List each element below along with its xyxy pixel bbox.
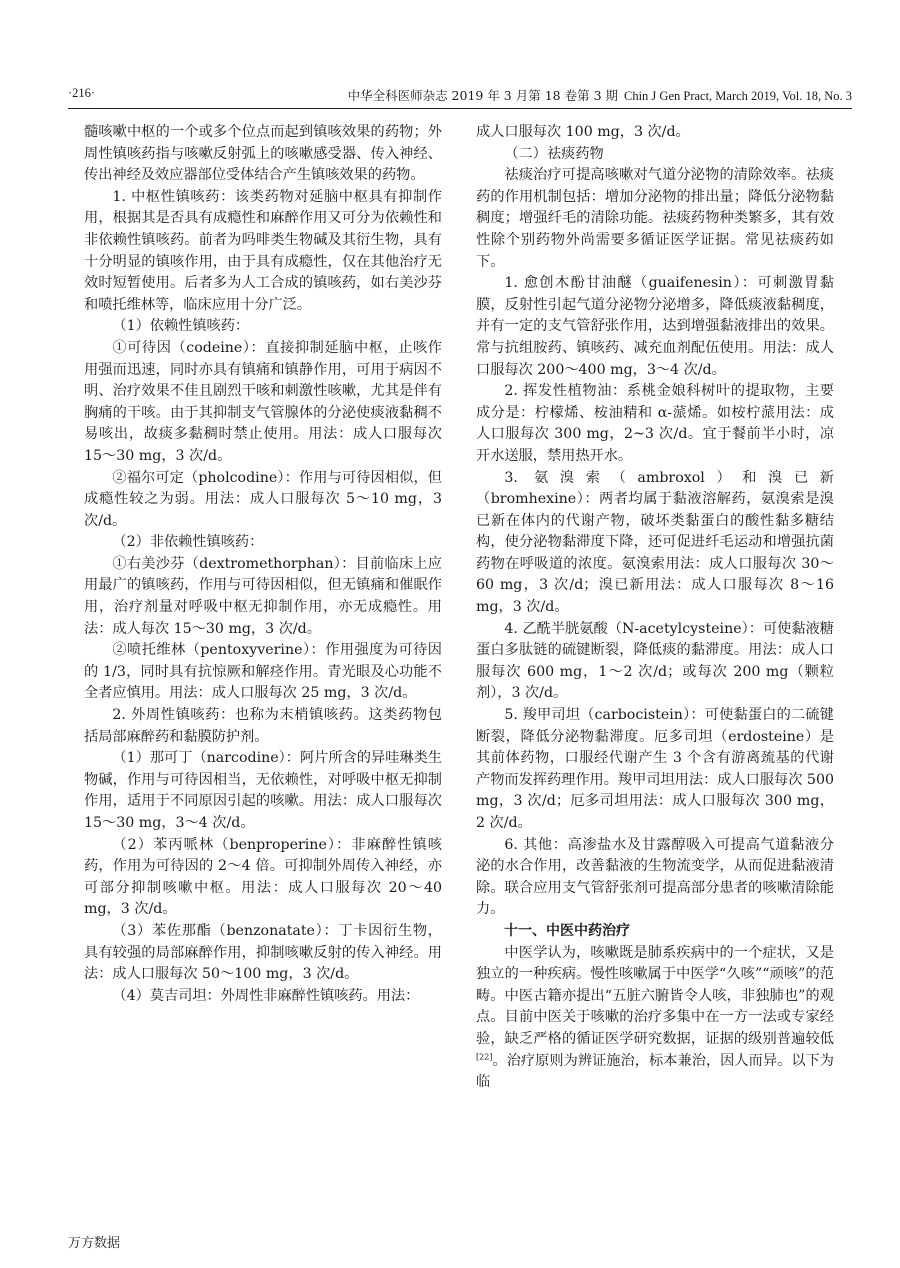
paragraph-benzonatate: （3）苯佐那酯（benzonatate）：丁卡因衍生物，具有较强的局部麻醉作用，抑制咳嗽反射的传入神经。用法：成人口服每次 50～100 mg，3 次/d。 <box>84 922 442 983</box>
paragraph-narcodine: （1）那可丁（narcodine）：阿片所含的异哇琳类生物碱，作用与可待因相当，无依赖性，对呼吸中枢无抑制作用，适用于不同原因引起的咳嗽。用法：成人口服每次 15～30 mg，3～4 次/d。 <box>84 750 442 831</box>
footer-watermark: 万方数据 <box>68 1236 121 1251</box>
paragraph-peripheral-antitussives: 2. 外周性镇咳药：也称为末梢镇咳药。这类药物包括局部麻醉药和黏膜防护剂。 <box>84 707 442 745</box>
paragraph-benproperine: （2）苯丙哌林（benproperine）：非麻醉性镇咳药，作用为可待因的 2～4 倍。可抑制外周传入神经，亦可部分抑制咳嗽中枢。用法：成人口服每次 20～40 mg，3 次/d。 <box>84 836 442 918</box>
paragraph-pentoxyverine: ②喷托维林（pentoxyverine）：作用强度为可待因的 1/3，同时具有抗惊厥和解痉作用。青光眼及心功能不全者应慎用。用法：成人口服每次 25 mg，3 次/d。 <box>84 642 442 702</box>
left-column <box>84 122 442 1007</box>
subheading-expectorants: （二）祛痰药物 <box>504 145 604 162</box>
paragraph-moguisteine-dose: 成人口服每次 100 mg，3 次/d。 <box>476 124 690 140</box>
paragraph-pholcodine: ②福尔可定（pholcodine）：作用与可待因相似，但成瘾性较之为弱。用法：成人口服每次 5～10 mg，3 次/d。 <box>84 469 442 529</box>
paragraph-codeine: ①可待因（codeine）：直接抑制延脑中枢，止咳作用强而迅速，同时亦具有镇痛和镇静作用，可用于病因不明、治疗效果不佳且剧烈干咳和刺激性咳嗽，尤其是伴有胸痛的干咳。由于其抑制支气管腺体的分泌使痰液黏稠不易咳出，故痰多黏稠时禁止使用。用法：成人口服每次 15～30 mg，3 次/d。 <box>84 339 442 464</box>
journal-citation <box>348 86 852 104</box>
paragraph-acetylcysteine: 4. 乙酰半胱氨酸（N-acetylcysteine）：可使黏液糖蛋白多肽链的硫键断裂，降低痰的黏滞度。用法：成人口服每次 600 mg，1～2 次/d；或每次 200 mg（颗粒剂），3 次/d。 <box>476 620 834 702</box>
journal-title-cn: 中华全科医师杂志 2019 年 3 月第 18 卷第 3 期 <box>347 88 618 103</box>
paragraph-continued: 髓咳嗽中枢的一个或多个位点而起到镇咳效果的药物；外周性镇咳药指与咳嗽反射弧上的咳嗽感受器、传入神经、传出神经及效应器部位受体结合产生镇咳效果的药物。 <box>84 124 442 184</box>
right-column <box>476 122 834 1094</box>
subheading-dependent-antitussives: （1）依赖性镇咳药： <box>112 318 250 335</box>
section-heading-tcm: 十一、中医中药治疗 <box>504 922 630 939</box>
paragraph-expectorant-intro: 祛痰治疗可提高咳嗽对气道分泌物的清除效率。祛痰药的作用机制包括：增加分泌物的排出量；降低分泌物黏稠度；增强纤毛的清除功能。祛痰药物种类繁多，其有效性除个别药物外尚需要多循证医学证据。常见祛痰药如下。 <box>476 167 834 270</box>
paragraph-ambroxol-bromhexine: 3. 氨溴索（ambroxol）和溴已新（bromhexine）：两者均属于黏液溶解药，氨溴索是溴已新在体内的代谢产物，破坏类黏蛋白的酸性黏多糖结构，使分泌物黏滞度下降，还可促进纤毛运动和增强抗菌药物在呼吸道的浓度。氨溴索用法：成人口服每次 30～60 mg，3 次/d；溴已新用法：成人口服每次 8～16 mg，3 次/d。 <box>476 469 834 616</box>
paragraph-dextromethorphan: ①右美沙芬（dextromethorphan）：目前临床上应用最广的镇咳药，作用与可待因相似，但无镇痛和催眠作用，治疗剂量对呼吸中枢无抑制作用，亦无成瘾性。用法：成人每次 15～30 mg，3 次/d。 <box>84 555 442 637</box>
page-number: ·216· <box>68 86 96 100</box>
paragraph-volatile-oils: 2. 挥发性植物油：系桃金娘科树叶的提取物，主要成分是：柠檬烯、桉油精和 α-蒎烯。如桉柠蒎用法：成人口服每次 300 mg，2~3 次/d。宜于餐前半小时，凉开水送服，禁用热开水。 <box>476 383 834 464</box>
journal-title-en: Chin J Gen Pract, March 2019, Vol. 18, No. 3 <box>624 89 852 103</box>
paragraph-guaifenesin: 1. 愈创木酚甘油醚（guaifenesin）：可刺激胃黏膜，反射性引起气道分泌物分泌增多，降低痰液黏稠度，并有一定的支气管舒张作用，达到增强黏液排出的效果。常与抗组胺药、镇咳药、减充血剂配伍使用。用法：成人口服每次 200～400 mg，3～4 次/d。 <box>476 275 834 378</box>
paragraph-carbocisteine: 5. 羧甲司坦（carbocistein）：可使黏蛋白的二硫键断裂，降低分泌物黏滞度。厄多司坦（erdosteine）是其前体药物，口服经代谢产生 3 个含有游离巯基的代谢产物而发挥药理作用。羧甲司坦用法：成人口服每次 500 mg，3 次/d；厄多司坦用法：成人口服每次 300 mg，2 次/d。 <box>476 707 834 831</box>
paragraph-moguisteine: （4）莫吉司坦：外周性非麻醉性镇咳药。用法： <box>112 987 420 1004</box>
header-rule <box>68 108 852 109</box>
tcm-text-end: 。治疗原则为辨证施治，标本兼治，因人而异。以下为临 <box>476 1052 834 1091</box>
tcm-text: 中医学认为，咳嗽既是肺系疾病中的一个症状，又是独立的一种疾病。慢性咳嗽属于中医学“久咳”“顽咳”的范畴。中医古籍亦提出“五脏六腑皆令人咳，非独肺也”的观点。目前中医关于咳嗽的治疗多集中在一方一法或专家经验，缺乏严格的循证医学研究数据，证据的级别普遍较低 <box>476 944 834 1047</box>
paragraph-central-antitussives: 1. 中枢性镇咳药：该类药物对延脑中枢具有抑制作用，根据其是否具有成瘾性和麻醉作用又可分为依赖性和非依赖性镇咳药。前者为吗啡类生物碱及其衍生物，具有十分明显的镇咳作用，由于具有成瘾性，仅在其他治疗无效时短暂使用。后者多为人工合成的镇咳药，如右美沙芬和喷托维林等，临床应用十分广泛。 <box>84 188 442 313</box>
paragraph-other-expectorants: 6. 其他：高渗盐水及甘露醇吸入可提高气道黏液分泌的水合作用，改善黏液的生物流变学，从而促进黏液清除。联合应用支气管舒张剂可提高部分患者的咳嗽清除能力。 <box>476 836 834 918</box>
running-header <box>68 86 852 104</box>
citation-ref: [22] <box>476 1051 493 1061</box>
subheading-nondependent-antitussives: （2）非依赖性镇咳药： <box>112 534 264 551</box>
paragraph-tcm <box>476 943 834 1094</box>
